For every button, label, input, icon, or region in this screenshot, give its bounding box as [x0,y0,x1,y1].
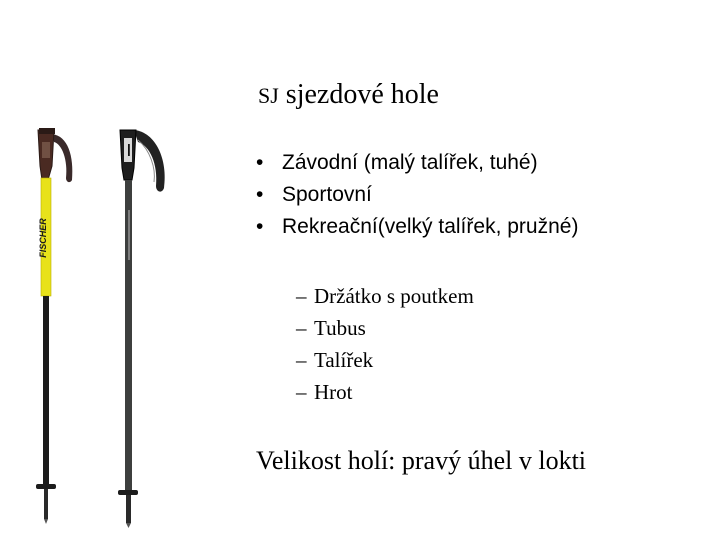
sub-list-item [296,280,474,312]
list-item [256,211,578,243]
list-item-text: Rekreační(velký talířek, pružné) [282,215,579,238]
list-item-text: Sportovní [282,183,372,206]
sub-list-item-text: Držátko s poutkem [314,284,474,308]
sub-list-item-text: Talířek [314,348,374,372]
dash-marker: – [296,380,307,404]
dash-marker: – [296,284,307,308]
dash-marker: – [296,316,307,340]
title-prefix: SJ [258,83,279,108]
bullet-marker: • [256,183,264,206]
sub-list-item-text: Hrot [314,380,353,404]
pole-parts-list [296,280,474,408]
list-item [256,147,578,179]
ski-poles-image [28,120,178,530]
title-text: sjezdové hole [285,79,439,110]
bullet-marker: • [256,215,264,238]
pole-grey [118,130,165,528]
bullet-marker: • [256,151,264,174]
sub-list-item [296,344,474,376]
sub-list-item [296,312,474,344]
pole-fischer [36,128,72,524]
sub-list-item-text: Tubus [314,316,366,340]
pole-size-note: Velikost holí: pravý úhel v lokti [256,446,587,475]
dash-marker: – [296,348,307,372]
svg-text:▬▬: ▬▬ [126,144,132,156]
sub-list-item [296,376,474,408]
list-item [256,179,578,211]
list-item-text: Závodní (malý talířek, tuhé) [282,151,538,174]
slide-title [258,78,439,113]
pole-brand-label: FISCHER [38,218,48,258]
pole-types-list [256,147,578,243]
